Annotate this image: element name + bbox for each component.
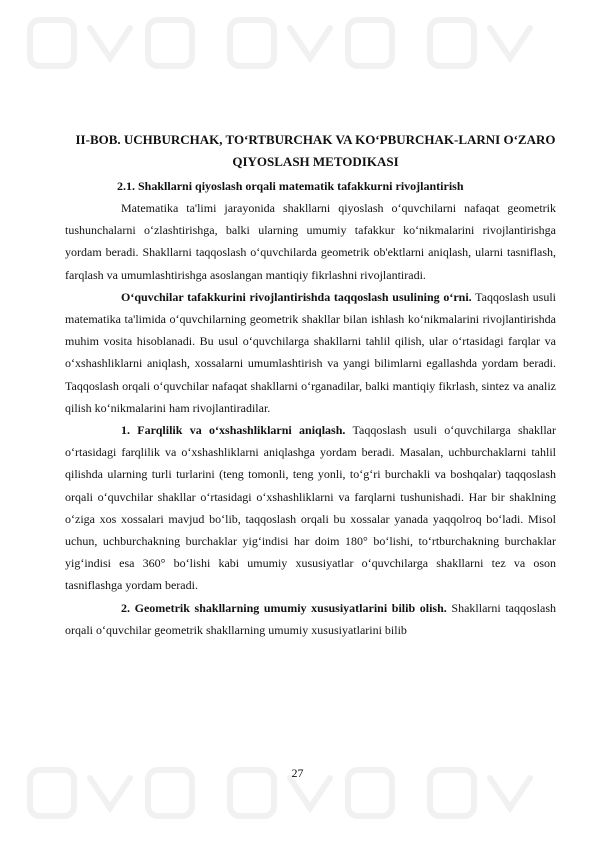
page-number: 27	[291, 766, 304, 780]
paragraph-body: Taqqoslash usuli matematika ta'limida o‘quvchilarning geometrik shakllar bilan ishlash ko‘nikmalarini rivojlantirishda muhim vosita hisoblanadi. Bu usul o‘quvchilarga shakllarni tahlil qilish, ular o‘rtasidagi farqlar va o‘xshashliklarni aniqlash, xossalarni umumlashtirish va yangi bilimlarni egallashda yordam beradi. Taqqoslash orqali o‘quvchilar nafaqat shakllarni o‘rganadilar, balki mantiqiy fikrlash, sintez va analiz qilish ko‘nikmalarini ham rivojlantiradilar.	[65, 289, 556, 415]
paragraph-body: Shakllarni taqqoslash orqali o‘quvchilar geometrik shakllarning umumiy xususiyatlarini bilib	[65, 600, 557, 637]
paragraph-differences	[65, 419, 556, 597]
paragraph-heading: 2. Geometrik shakllarning umumiy xususiyatlarini bilib olish.	[121, 600, 447, 615]
paragraph-heading: 1. Farqlilik va o‘xshashliklarni aniqlash.	[121, 423, 346, 438]
paragraph-intro: Matematika ta'limi jarayonida shakllarni qiyoslash o‘quvchilarni nafaqat geometrik tushunchalarni o‘zlashtirishga, balki ularning umumiy tafakkur ko‘nikmalarini rivojlantirishga yordam beradi. Shakllarni taqqoslash o‘quvchilarda geometrik ob'ektlarni aniqlash, ularni tasniflash, farqlash va umumlashtirishga asoslangan mantiqiy fikrlashni rivojlantiradi.	[65, 201, 556, 282]
paragraph-general-properties	[65, 597, 556, 641]
document-page	[65, 129, 556, 641]
chapter-title: II-BOB. UCHBURCHAK, TO‘RTBURCHAK VA KO‘PBURCHAK-LARNI O‘ZARO QIYOSLASH METODIKASI	[75, 132, 556, 169]
paragraph-comparison-role	[65, 286, 556, 419]
paragraph-body: Taqqoslash usuli o‘quvchilarga shakllar o‘rtasidagi farqlilik va o‘xshashliklarni aniqlashga yordam beradi. Masalan, uchburchaklarni tahlil qilishda ularning turli turlarini (teng tomonli, teng yonli, to‘g‘ri burchakli va boshqalar) taqqoslash orqali o‘quvchilar shakllar o‘rtasidagi o‘xshashliklarni va farqlarni tushunishadi. Har bir shaklning o‘ziga xos xossalari mavjud bo‘lib, taqqoslash orqali bu xossalar yanada yaqqolroq bo‘ladi. Misol uchun, uchburchakning burchaklar yig‘indisi har doim 180° bo‘lishi, to‘rtburchakning burchaklar yig‘indisi esa 360° bo‘lishi kabi umumiy xususiyatlar o‘quvchilarga shakllarni tez va oson tasniflashga yordam beradi.	[65, 423, 556, 593]
section-title: 2.1. Shakllarni qiyoslash orqali matematik tafakkurni rivojlantirish	[117, 179, 464, 193]
paragraph-heading: O‘quvchilar tafakkurini rivojlantirishda taqqoslash usulining o‘rni.	[121, 289, 472, 304]
